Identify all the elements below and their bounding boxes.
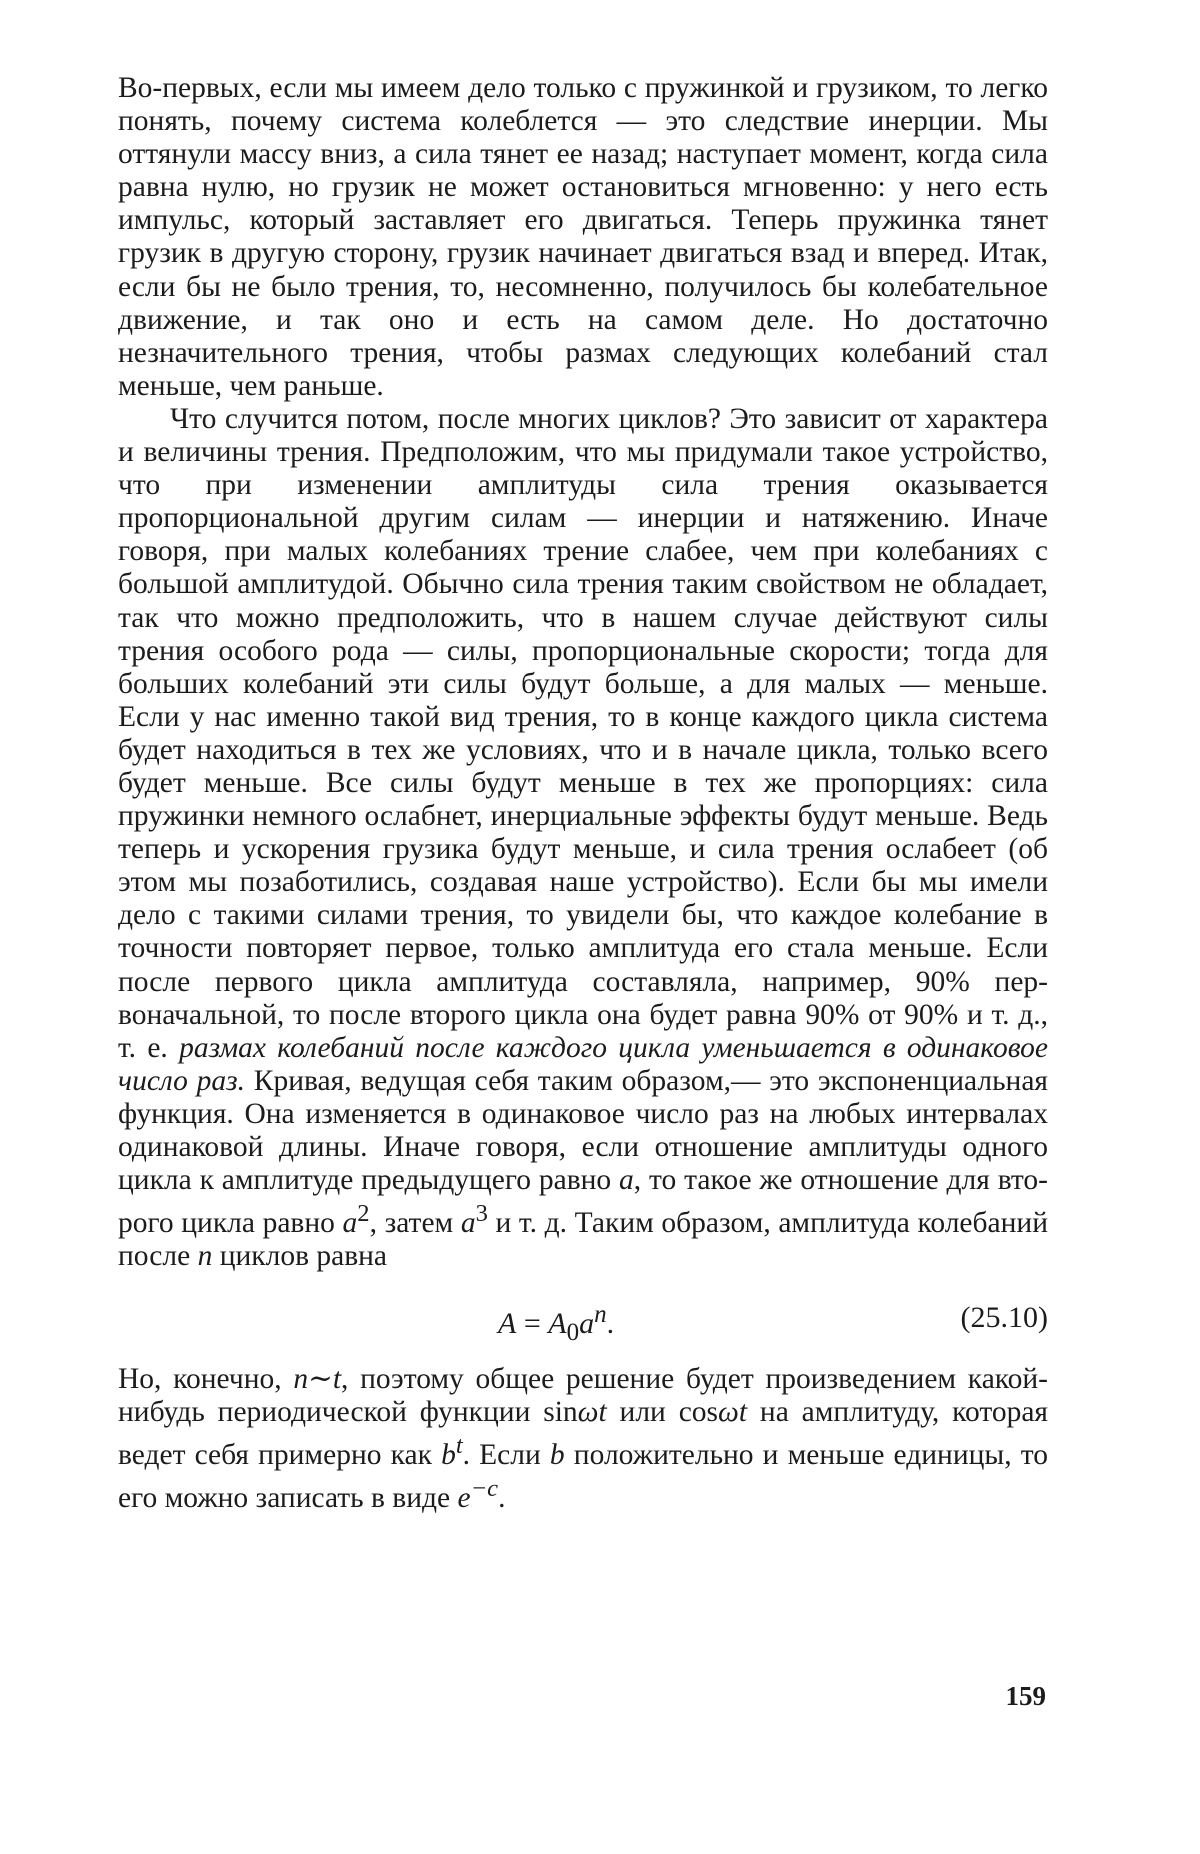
variable-b-2: b [549, 1439, 565, 1472]
formula-rhs-base-a: a [579, 1307, 595, 1341]
variable-n-2: n [293, 1363, 309, 1396]
paragraph-3-text-d: на амплитуду, которая ведет себя примерно как [118, 1396, 1048, 1472]
paragraph-2-text-a: Что случится потом, после многих циклов? Это зависит от характера и величины трения. Предположим, что мы придумали такое устройство, что при изменении амплитуды сила трения оказывается пропорциональной другим силам — инерции и натяжению. Иначе говоря, при малых колебаниях трение слабее, чем при колебаниях с большой амплитудой. Обычно сила трения таким свойством не обладает, так что можно предположить, что в нашем случае действуют силы трения особого рода — силы, пропорциональные скорости; тогда для больших колебаний эти силы будут больше, а для малых — меньше. Если у нас именно такой вид трения, то в конце каждого цикла система будет находиться в тех же условиях, что и в начале цикла, только всего будет меньше. Все силы будут меньше в тех же пропорциях: сила пружинки немного ослабнет, инерциальные эффекты будут меньше. Ведь теперь и ускорения грузика будут меньше, и сила трения ослабеет (об этом мы позаботились, создавая наше устройство). Если бы мы имели дело с такими силами трения, то увидели бы, что каждое колебание в точности повторяет первое, только амплитуда его стала меньше. Если после первого цикла амплитуда составляла, например, 90% первоначальной, то после второго цикла она будет равна 90% от 90% и т. д., т. е. [118, 402, 1048, 1064]
omega-t-1: ωt [577, 1396, 607, 1429]
formula-number: (25.10) [960, 1301, 1048, 1335]
variable-e: e [457, 1482, 471, 1515]
paragraph-3-text-a: Но, конечно, [118, 1363, 294, 1396]
exponent-3: 3 [475, 1200, 488, 1228]
paragraph-2-italic-emphasis: размах колебаний после каждого цикла уменьшается в одинаковое число раз. [118, 1031, 1048, 1097]
exponent-t: t [455, 1432, 463, 1460]
paragraph-3-text-g: . [498, 1482, 506, 1515]
formula-exponent-n: n [594, 1301, 607, 1329]
variable-a-cubed-base: a [460, 1207, 476, 1240]
omega-t-2: ωt [718, 1396, 748, 1429]
formula-rhs-a: A [548, 1307, 567, 1341]
exponent-minus-c: −c [470, 1475, 499, 1503]
book-page [118, 72, 1048, 1515]
variable-n: n [197, 1240, 213, 1273]
exponent-2: 2 [357, 1200, 370, 1228]
variable-a-squared-base: a [342, 1207, 358, 1240]
variable-a: a [619, 1164, 634, 1197]
formula-25-10 [498, 1301, 614, 1347]
proportional-symbol: ∼ [308, 1363, 333, 1396]
paragraph-2-text-c: , то такое же отношение для второго цикла равно [118, 1164, 1048, 1240]
paragraph-3-text-c: или cos [606, 1396, 719, 1429]
formula-row [118, 1289, 1048, 1349]
paragraph-3-text-e: . Если [462, 1439, 550, 1472]
paragraph-2-text-e: и т. д. Таким образом, амплитуда колебаний после [118, 1207, 1048, 1273]
paragraph-2 [118, 403, 1048, 1273]
paragraph-3-text-f: положительно и меньше единицы, то его можно записать в виде [118, 1439, 1048, 1515]
paragraph-3-text-b: , поэтому общее решение будет произведением какой-нибудь периодической функции sin [118, 1363, 1048, 1429]
paragraph-1: Во-первых, если мы имеем дело только с пружинкой и грузиком, то легко понять, почему система колеблется — это следствие инерции. Мы оттянули массу вниз, а сила тянет ее назад; наступает момент, когда сила равна нулю, но грузик не может остановиться мгновенно: у него есть импульс, который заставляет его двигаться. Теперь пружинка тянет грузик в другую сторону, грузик начинает двигаться взад и вперед. Итак, если бы не было трения, то, несомненно, получилось бы колебательное движение, и так оно и есть на самом деле. Но достаточно незначительного трения, чтобы размах следующих колебаний стал меньше, чем раньше. [118, 72, 1048, 402]
formula-equals: = [516, 1307, 549, 1341]
paragraph-2-text-d: , затем [369, 1207, 461, 1240]
formula-period: . [606, 1307, 615, 1341]
page-number: 159 [1005, 1681, 1046, 1711]
paragraph-3 [118, 1363, 1048, 1515]
variable-t: t [332, 1363, 342, 1396]
formula-subscript-0: 0 [566, 1319, 580, 1347]
paragraph-2-text-b: Кривая, ведущая себя таким образом,— это экспоненциальная функция. Она изменяется в одинаковое число раз на любых интервалах одинаковой длины. Иначе говоря, если отношение амплитуды одного цикла к амплитуде предыдущего равно [118, 1064, 1049, 1197]
paragraph-2-text-f: циклов равна [212, 1240, 388, 1273]
formula-lhs: A [498, 1307, 517, 1341]
variable-b: b [441, 1439, 456, 1472]
